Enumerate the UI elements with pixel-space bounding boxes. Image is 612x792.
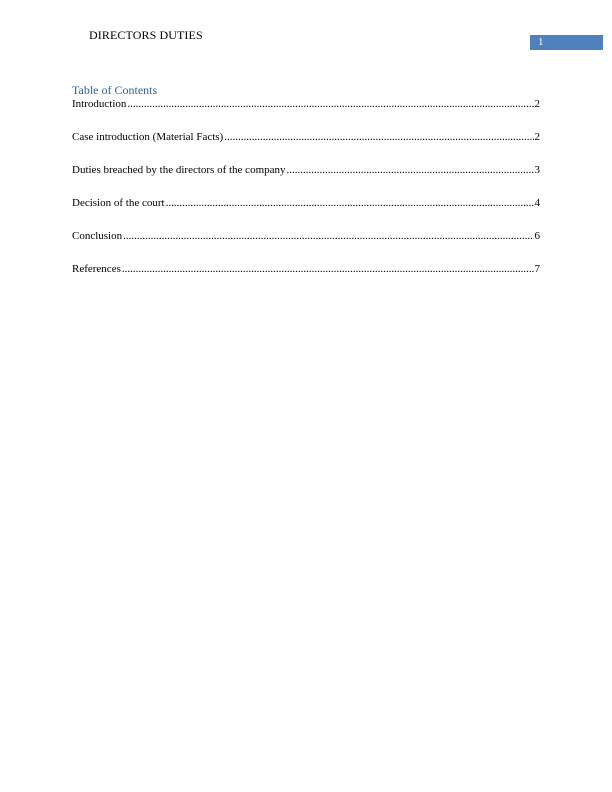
toc-entry-label: Case introduction (Material Facts) bbox=[72, 131, 224, 143]
table-of-contents bbox=[72, 83, 540, 296]
toc-entry-page: 3 bbox=[534, 164, 540, 176]
toc-entry-duties-breached[interactable] bbox=[72, 164, 540, 177]
toc-entry-page: 4 bbox=[534, 197, 540, 209]
dot-leader bbox=[166, 197, 534, 210]
toc-entry-page: 7 bbox=[534, 263, 540, 275]
toc-entry-case-introduction[interactable] bbox=[72, 131, 540, 144]
toc-entry-decision-of-court[interactable] bbox=[72, 197, 540, 210]
toc-heading: Table of Contents bbox=[72, 83, 158, 97]
dot-leader bbox=[127, 98, 533, 111]
running-header: DIRECTORS DUTIES bbox=[89, 28, 203, 42]
toc-entry-label: Duties breached by the directors of the company bbox=[72, 164, 286, 176]
toc-entry-label: Introduction bbox=[72, 98, 127, 110]
toc-entry-references[interactable] bbox=[72, 263, 540, 276]
dot-leader bbox=[123, 230, 533, 243]
page-number-badge: 1 bbox=[530, 35, 603, 50]
toc-entry-page: 6 bbox=[534, 230, 540, 242]
toc-entry-conclusion[interactable] bbox=[72, 230, 540, 243]
dot-leader bbox=[287, 164, 534, 177]
toc-entry-introduction[interactable] bbox=[72, 98, 540, 111]
dot-leader bbox=[122, 263, 534, 276]
toc-entry-label: References bbox=[72, 263, 121, 275]
toc-entry-page: 2 bbox=[534, 131, 540, 143]
toc-entry-label: Decision of the court bbox=[72, 197, 165, 209]
toc-entry-label: Conclusion bbox=[72, 230, 123, 242]
dot-leader bbox=[224, 131, 533, 144]
toc-entry-page: 2 bbox=[534, 98, 540, 110]
